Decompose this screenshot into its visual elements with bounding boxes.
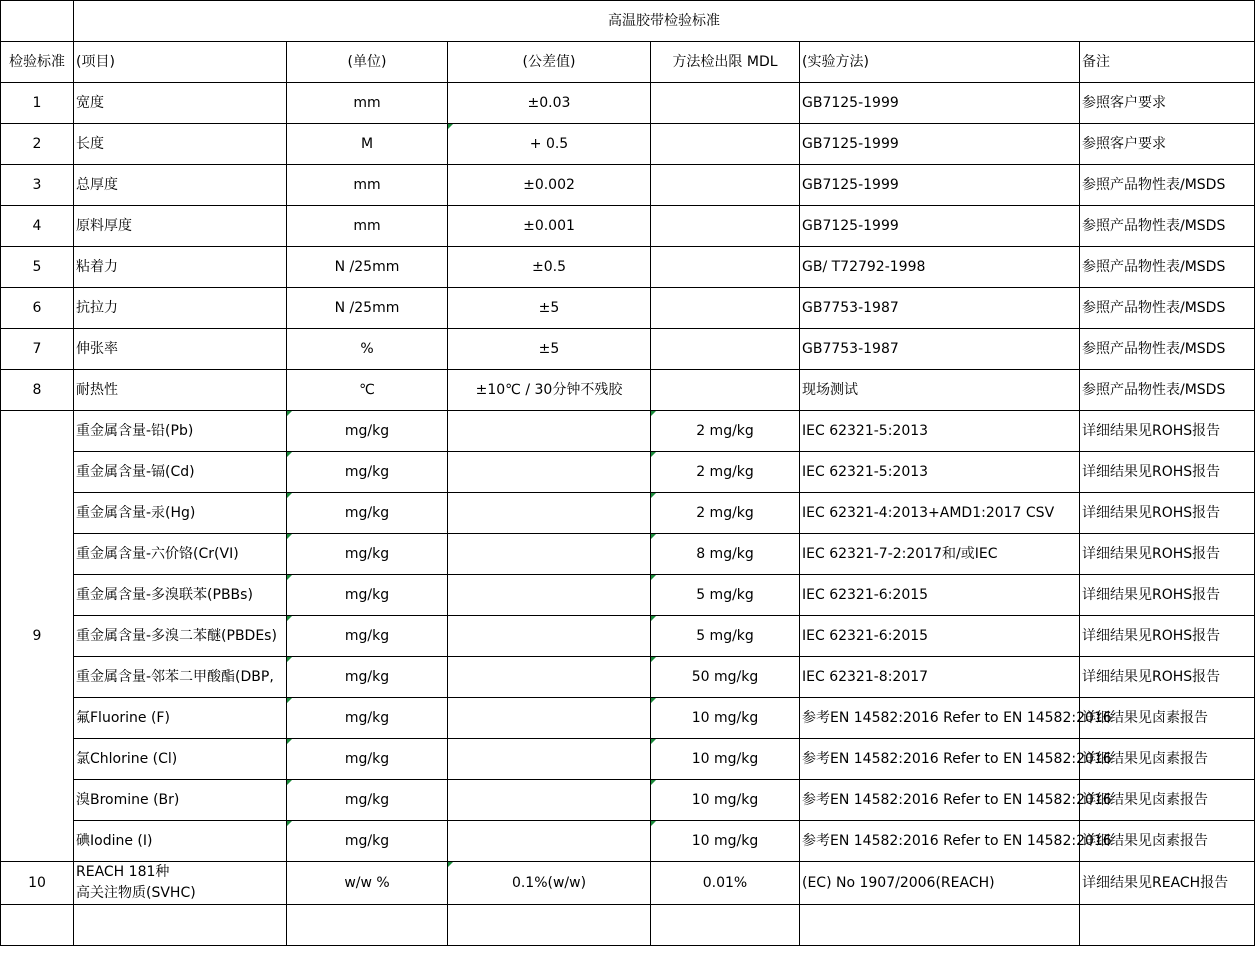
unit-cell[interactable]: w/w % [287, 862, 448, 905]
mdl-cell[interactable]: 10 mg/kg [651, 780, 800, 821]
note-cell[interactable]: 详细结果见ROHS报告 [1080, 493, 1255, 534]
item-cell[interactable]: 伸张率 [74, 329, 287, 370]
row-number[interactable]: 10 [1, 862, 74, 905]
item-cell[interactable]: 宽度 [74, 83, 287, 124]
mdl-cell[interactable]: 2 mg/kg [651, 411, 800, 452]
table-row [1, 165, 1255, 206]
tolerance-cell[interactable]: ±5 [448, 288, 651, 329]
note-cell[interactable]: 详细结果见卤素报告 [1080, 821, 1255, 862]
table-row [1, 616, 1255, 657]
table-row [1, 206, 1255, 247]
unit-cell[interactable]: N /25mm [287, 288, 448, 329]
unit-cell[interactable]: mg/kg [287, 575, 448, 616]
item-cell[interactable]: 抗拉力 [74, 288, 287, 329]
unit-cell[interactable]: mg/kg [287, 493, 448, 534]
row-number[interactable]: 5 [1, 247, 74, 288]
row-number[interactable]: 3 [1, 165, 74, 206]
note-cell[interactable]: 详细结果见ROHS报告 [1080, 657, 1255, 698]
tolerance-cell[interactable]: ±5 [448, 329, 651, 370]
method-cell[interactable]: GB7753-1987 [800, 288, 1080, 329]
note-cell[interactable]: 参照产品物性表/MSDS [1080, 165, 1255, 206]
mdl-cell[interactable]: 0.01% [651, 862, 800, 905]
item-cell[interactable]: 粘着力 [74, 247, 287, 288]
tolerance-cell[interactable]: ±0.002 [448, 165, 651, 206]
table-row [1, 821, 1255, 862]
unit-cell[interactable]: mg/kg [287, 657, 448, 698]
table-row [1, 657, 1255, 698]
item-cell[interactable]: 重金属含量-汞(Hg) [74, 493, 287, 534]
item-cell[interactable]: 总厚度 [74, 165, 287, 206]
mdl-cell[interactable]: 10 mg/kg [651, 698, 800, 739]
header-tolerance[interactable]: (公差值) [448, 42, 651, 83]
mdl-cell[interactable] [651, 124, 800, 165]
header-note[interactable]: 备注 [1080, 42, 1255, 83]
item-line-1: REACH 181种 [76, 864, 170, 880]
item-cell[interactable]: 溴Bromine (Br) [74, 780, 287, 821]
unit-cell[interactable]: mg/kg [287, 780, 448, 821]
title-row [1, 1, 1255, 42]
item-cell[interactable]: 重金属含量-邻苯二甲酸酯(DBP, [74, 657, 287, 698]
unit-cell[interactable]: % [287, 329, 448, 370]
mdl-cell[interactable]: 10 mg/kg [651, 821, 800, 862]
unit-cell[interactable]: mg/kg [287, 698, 448, 739]
method-cell[interactable]: IEC 62321-8:2017 [800, 657, 1080, 698]
note-cell[interactable]: 参照产品物性表/MSDS [1080, 329, 1255, 370]
table-row [1, 83, 1255, 124]
unit-cell[interactable]: mg/kg [287, 739, 448, 780]
tolerance-cell[interactable] [448, 821, 651, 862]
table-row [1, 862, 1255, 905]
item-cell[interactable]: 氟Fluorine (F) [74, 698, 287, 739]
mdl-cell[interactable]: 2 mg/kg [651, 452, 800, 493]
unit-cell[interactable]: mg/kg [287, 452, 448, 493]
tolerance-cell[interactable] [448, 493, 651, 534]
unit-cell[interactable]: N /25mm [287, 247, 448, 288]
unit-cell[interactable]: mg/kg [287, 821, 448, 862]
header-standard[interactable]: 检验标准 [1, 42, 74, 83]
header-unit[interactable]: (单位) [287, 42, 448, 83]
method-cell[interactable]: GB7753-1987 [800, 329, 1080, 370]
header-method[interactable]: (实验方法) [800, 42, 1080, 83]
tolerance-cell[interactable] [448, 698, 651, 739]
empty-cell[interactable] [800, 905, 1080, 946]
note-cell[interactable]: 参照产品物性表/MSDS [1080, 206, 1255, 247]
empty-cell[interactable] [1080, 905, 1255, 946]
note-cell[interactable]: 详细结果见ROHS报告 [1080, 616, 1255, 657]
tolerance-cell[interactable] [448, 780, 651, 821]
table-row [1, 493, 1255, 534]
empty-cell[interactable] [1, 905, 74, 946]
item-cell[interactable]: 耐热性 [74, 370, 287, 411]
mdl-cell[interactable]: 5 mg/kg [651, 575, 800, 616]
tolerance-cell[interactable]: ±0.5 [448, 247, 651, 288]
unit-cell[interactable]: M [287, 124, 448, 165]
table-row [1, 247, 1255, 288]
mdl-cell[interactable]: 10 mg/kg [651, 739, 800, 780]
note-cell[interactable]: 参照产品物性表/MSDS [1080, 288, 1255, 329]
method-cell[interactable]: GB7125-1999 [800, 83, 1080, 124]
tolerance-cell[interactable] [448, 452, 651, 493]
method-cell[interactable]: 参考EN 14582:2016 Refer to EN 14582:2016 [800, 780, 1080, 821]
mdl-cell[interactable]: 2 mg/kg [651, 493, 800, 534]
empty-cell[interactable] [651, 905, 800, 946]
note-cell[interactable]: 参照产品物性表/MSDS [1080, 370, 1255, 411]
note-cell[interactable]: 详细结果见卤素报告 [1080, 739, 1255, 780]
mdl-cell[interactable]: 5 mg/kg [651, 616, 800, 657]
tolerance-cell[interactable]: ±10℃ / 30分钟不残胶 [448, 370, 651, 411]
table-row [1, 534, 1255, 575]
item-cell[interactable]: 重金属含量-六价铬(Cr(VI) [74, 534, 287, 575]
header-item[interactable]: (项目) [74, 42, 287, 83]
tolerance-cell[interactable] [448, 534, 651, 575]
method-cell[interactable]: GB/ T72792-1998 [800, 247, 1080, 288]
unit-cell[interactable]: mm [287, 206, 448, 247]
method-cell[interactable]: GB7125-1999 [800, 165, 1080, 206]
note-cell[interactable]: 参照客户要求 [1080, 124, 1255, 165]
tolerance-cell[interactable] [448, 575, 651, 616]
item-cell[interactable]: 重金属含量-多溴联苯(PBBs) [74, 575, 287, 616]
tolerance-cell[interactable] [448, 657, 651, 698]
method-cell[interactable]: 参考EN 14582:2016 Refer to EN 14582:2016 [800, 698, 1080, 739]
row-number[interactable]: 2 [1, 124, 74, 165]
item-cell[interactable]: 重金属含量-镉(Cd) [74, 452, 287, 493]
mdl-cell[interactable] [651, 165, 800, 206]
mdl-cell[interactable] [651, 288, 800, 329]
method-cell[interactable]: 参考EN 14582:2016 Refer to EN 14582:2016 [800, 739, 1080, 780]
unit-cell[interactable]: mg/kg [287, 616, 448, 657]
empty-cell[interactable] [448, 905, 651, 946]
unit-cell[interactable]: mm [287, 83, 448, 124]
row-number[interactable]: 4 [1, 206, 74, 247]
corner-cell[interactable] [1, 1, 74, 42]
method-cell[interactable]: GB7125-1999 [800, 206, 1080, 247]
method-cell[interactable]: GB7125-1999 [800, 124, 1080, 165]
mdl-cell[interactable] [651, 83, 800, 124]
item-cell[interactable]: 重金属含量-铅(Pb) [74, 411, 287, 452]
method-cell[interactable]: 现场测试 [800, 370, 1080, 411]
method-cell[interactable]: IEC 62321-6:2015 [800, 575, 1080, 616]
row-number[interactable]: 6 [1, 288, 74, 329]
table-row [1, 411, 1255, 452]
tolerance-cell[interactable]: 0.1%(w/w) [448, 862, 651, 905]
tolerance-cell[interactable]: ±0.03 [448, 83, 651, 124]
item-cell[interactable]: 长度 [74, 124, 287, 165]
note-cell[interactable]: 参照客户要求 [1080, 83, 1255, 124]
unit-cell[interactable]: mg/kg [287, 411, 448, 452]
method-cell[interactable]: IEC 62321-4:2013+AMD1:2017 CSV [800, 493, 1080, 534]
item-cell[interactable]: 原料厚度 [74, 206, 287, 247]
method-cell[interactable]: IEC 62321-5:2013 [800, 411, 1080, 452]
empty-cell[interactable] [287, 905, 448, 946]
row-number[interactable]: 1 [1, 83, 74, 124]
method-cell[interactable]: (EC) No 1907/2006(REACH) [800, 862, 1080, 905]
table-row [1, 452, 1255, 493]
item-cell[interactable]: 重金属含量-多溴二苯醚(PBDEs) [74, 616, 287, 657]
empty-row [1, 905, 1255, 946]
table-row [1, 575, 1255, 616]
tolerance-cell[interactable]: ±0.001 [448, 206, 651, 247]
table-row [1, 698, 1255, 739]
note-cell[interactable]: 详细结果见ROHS报告 [1080, 575, 1255, 616]
item-cell[interactable]: 碘Iodine (I) [74, 821, 287, 862]
note-cell[interactable]: 详细结果见ROHS报告 [1080, 534, 1255, 575]
mdl-cell[interactable] [651, 329, 800, 370]
method-cell[interactable]: IEC 62321-5:2013 [800, 452, 1080, 493]
item-line-2: 高关注物质(SVHC) [76, 885, 196, 901]
unit-cell[interactable]: mg/kg [287, 534, 448, 575]
row-number[interactable]: 9 [1, 411, 74, 862]
unit-cell[interactable]: ℃ [287, 370, 448, 411]
note-cell[interactable]: 详细结果见卤素报告 [1080, 780, 1255, 821]
mdl-cell[interactable]: 50 mg/kg [651, 657, 800, 698]
table-row [1, 124, 1255, 165]
item-cell[interactable] [74, 862, 287, 905]
note-cell[interactable]: 详细结果见REACH报告 [1080, 862, 1255, 905]
tolerance-cell[interactable] [448, 739, 651, 780]
tolerance-cell[interactable] [448, 411, 651, 452]
mdl-cell[interactable] [651, 247, 800, 288]
table-row [1, 288, 1255, 329]
method-cell[interactable]: 参考EN 14582:2016 Refer to EN 14582:2016 [800, 821, 1080, 862]
header-row [1, 42, 1255, 83]
row-number[interactable]: 8 [1, 370, 74, 411]
header-mdl[interactable]: 方法检出限 MDL [651, 42, 800, 83]
table-row [1, 329, 1255, 370]
table-row [1, 780, 1255, 821]
row-number[interactable]: 7 [1, 329, 74, 370]
note-cell[interactable]: 详细结果见卤素报告 [1080, 698, 1255, 739]
tolerance-cell[interactable]: + 0.5 [448, 124, 651, 165]
unit-cell[interactable]: mm [287, 165, 448, 206]
item-cell[interactable]: 氯Chlorine (Cl) [74, 739, 287, 780]
method-cell[interactable]: IEC 62321-6:2015 [800, 616, 1080, 657]
empty-cell[interactable] [74, 905, 287, 946]
method-cell[interactable]: IEC 62321-7-2:2017和/或IEC [800, 534, 1080, 575]
sheet-title[interactable]: 高温胶带检验标准 [74, 1, 1255, 42]
note-cell[interactable]: 参照产品物性表/MSDS [1080, 247, 1255, 288]
mdl-cell[interactable] [651, 206, 800, 247]
mdl-cell[interactable]: 8 mg/kg [651, 534, 800, 575]
tolerance-cell[interactable] [448, 616, 651, 657]
table-row [1, 370, 1255, 411]
mdl-cell[interactable] [651, 370, 800, 411]
note-cell[interactable]: 详细结果见ROHS报告 [1080, 452, 1255, 493]
note-cell[interactable]: 详细结果见ROHS报告 [1080, 411, 1255, 452]
table-row [1, 739, 1255, 780]
